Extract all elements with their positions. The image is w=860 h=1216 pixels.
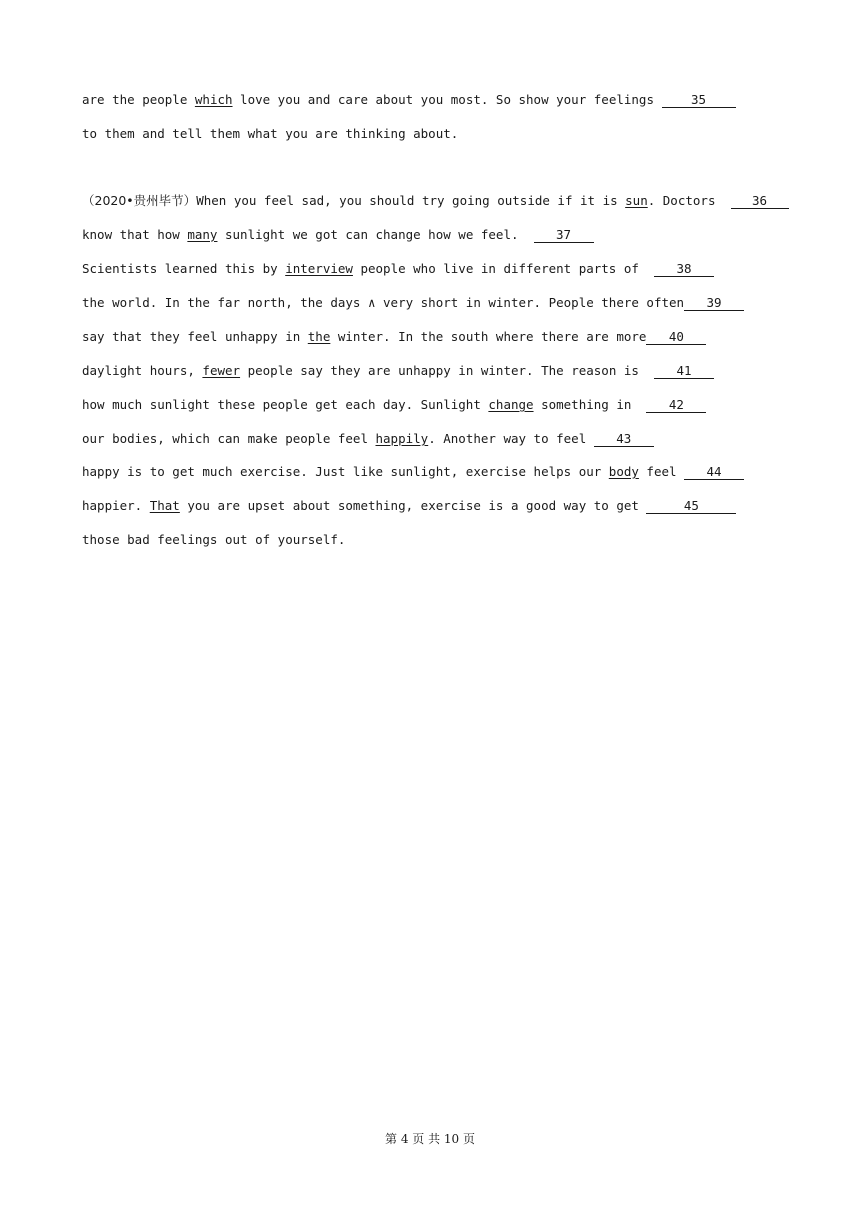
error-word: happily bbox=[375, 431, 429, 446]
text-segment: to them and tell them what you are thinking about. bbox=[82, 126, 459, 141]
error-word: many bbox=[187, 227, 218, 242]
text-line bbox=[82, 92, 736, 108]
text-segment: happy is to get much exercise. Just like sunlight, exercise helps our bbox=[82, 464, 609, 479]
answer-blank-36[interactable]: 36 bbox=[731, 194, 789, 209]
page-number-footer: 第 4 页 共 10 页 bbox=[385, 1132, 475, 1146]
text-line bbox=[82, 498, 736, 514]
text-line bbox=[82, 227, 594, 243]
text-segment: are the people bbox=[82, 92, 195, 107]
answer-blank-43[interactable]: 43 bbox=[594, 432, 654, 447]
text-segment: people say they are unhappy in winter. The reason is bbox=[240, 363, 654, 378]
error-word: the bbox=[307, 329, 331, 344]
text-segment: love you and care about you most. So show your feelings bbox=[232, 92, 662, 107]
text-segment: you are upset about something, exercise is a good way to get bbox=[179, 498, 647, 513]
answer-blank-38[interactable]: 38 bbox=[654, 262, 714, 277]
text-line bbox=[82, 431, 654, 447]
text-line bbox=[82, 329, 706, 345]
error-word: fewer bbox=[202, 363, 241, 378]
text-segment: our bodies, which can make people feel bbox=[82, 431, 376, 446]
text-line bbox=[82, 261, 714, 277]
error-word: body bbox=[608, 464, 639, 479]
text-segment: something in bbox=[533, 397, 647, 412]
answer-blank-37[interactable]: 37 bbox=[534, 228, 594, 243]
text-line bbox=[82, 464, 744, 480]
error-word: That bbox=[149, 498, 180, 513]
error-word: change bbox=[488, 397, 534, 412]
text-segment: . Another way to feel bbox=[428, 431, 594, 446]
source-label: （2020•贵州毕节） bbox=[82, 193, 197, 208]
answer-blank-39[interactable]: 39 bbox=[684, 296, 744, 311]
text-segment: Scientists learned this by bbox=[82, 261, 286, 276]
text-line bbox=[82, 397, 706, 413]
text-segment: how much sunlight these people get each day. Sunlight bbox=[82, 397, 489, 412]
text-segment: . Doctors bbox=[647, 193, 731, 208]
text-segment: the world. In the far north, the days ∧ very short in winter. People there often bbox=[82, 295, 685, 310]
text-line bbox=[82, 532, 345, 548]
text-segment: people who live in different parts of bbox=[352, 261, 654, 276]
text-segment: feel bbox=[638, 464, 685, 479]
text-line bbox=[82, 193, 789, 209]
answer-blank-35[interactable]: 35 bbox=[662, 93, 736, 108]
text-segment: happier. bbox=[82, 498, 150, 513]
text-line bbox=[82, 126, 458, 142]
text-segment: daylight hours, bbox=[82, 363, 203, 378]
text-segment: sunlight we got can change how we feel. bbox=[217, 227, 534, 242]
answer-blank-45[interactable]: 45 bbox=[646, 499, 736, 514]
answer-blank-42[interactable]: 42 bbox=[646, 398, 706, 413]
error-word: interview bbox=[285, 261, 353, 276]
answer-blank-41[interactable]: 41 bbox=[654, 364, 714, 379]
text-segment: say that they feel unhappy in bbox=[82, 329, 308, 344]
error-word: which bbox=[194, 92, 233, 107]
answer-blank-44[interactable]: 44 bbox=[684, 465, 744, 480]
text-segment: know that how bbox=[82, 227, 188, 242]
error-word: sun bbox=[625, 193, 648, 208]
text-segment: winter. In the south where there are more bbox=[330, 329, 647, 344]
answer-blank-40[interactable]: 40 bbox=[646, 330, 706, 345]
text-line bbox=[82, 295, 744, 311]
text-segment: When you feel sad, you should try going outside if it is bbox=[196, 193, 626, 208]
text-segment: those bad feelings out of yourself. bbox=[82, 532, 346, 547]
text-line bbox=[82, 363, 714, 379]
